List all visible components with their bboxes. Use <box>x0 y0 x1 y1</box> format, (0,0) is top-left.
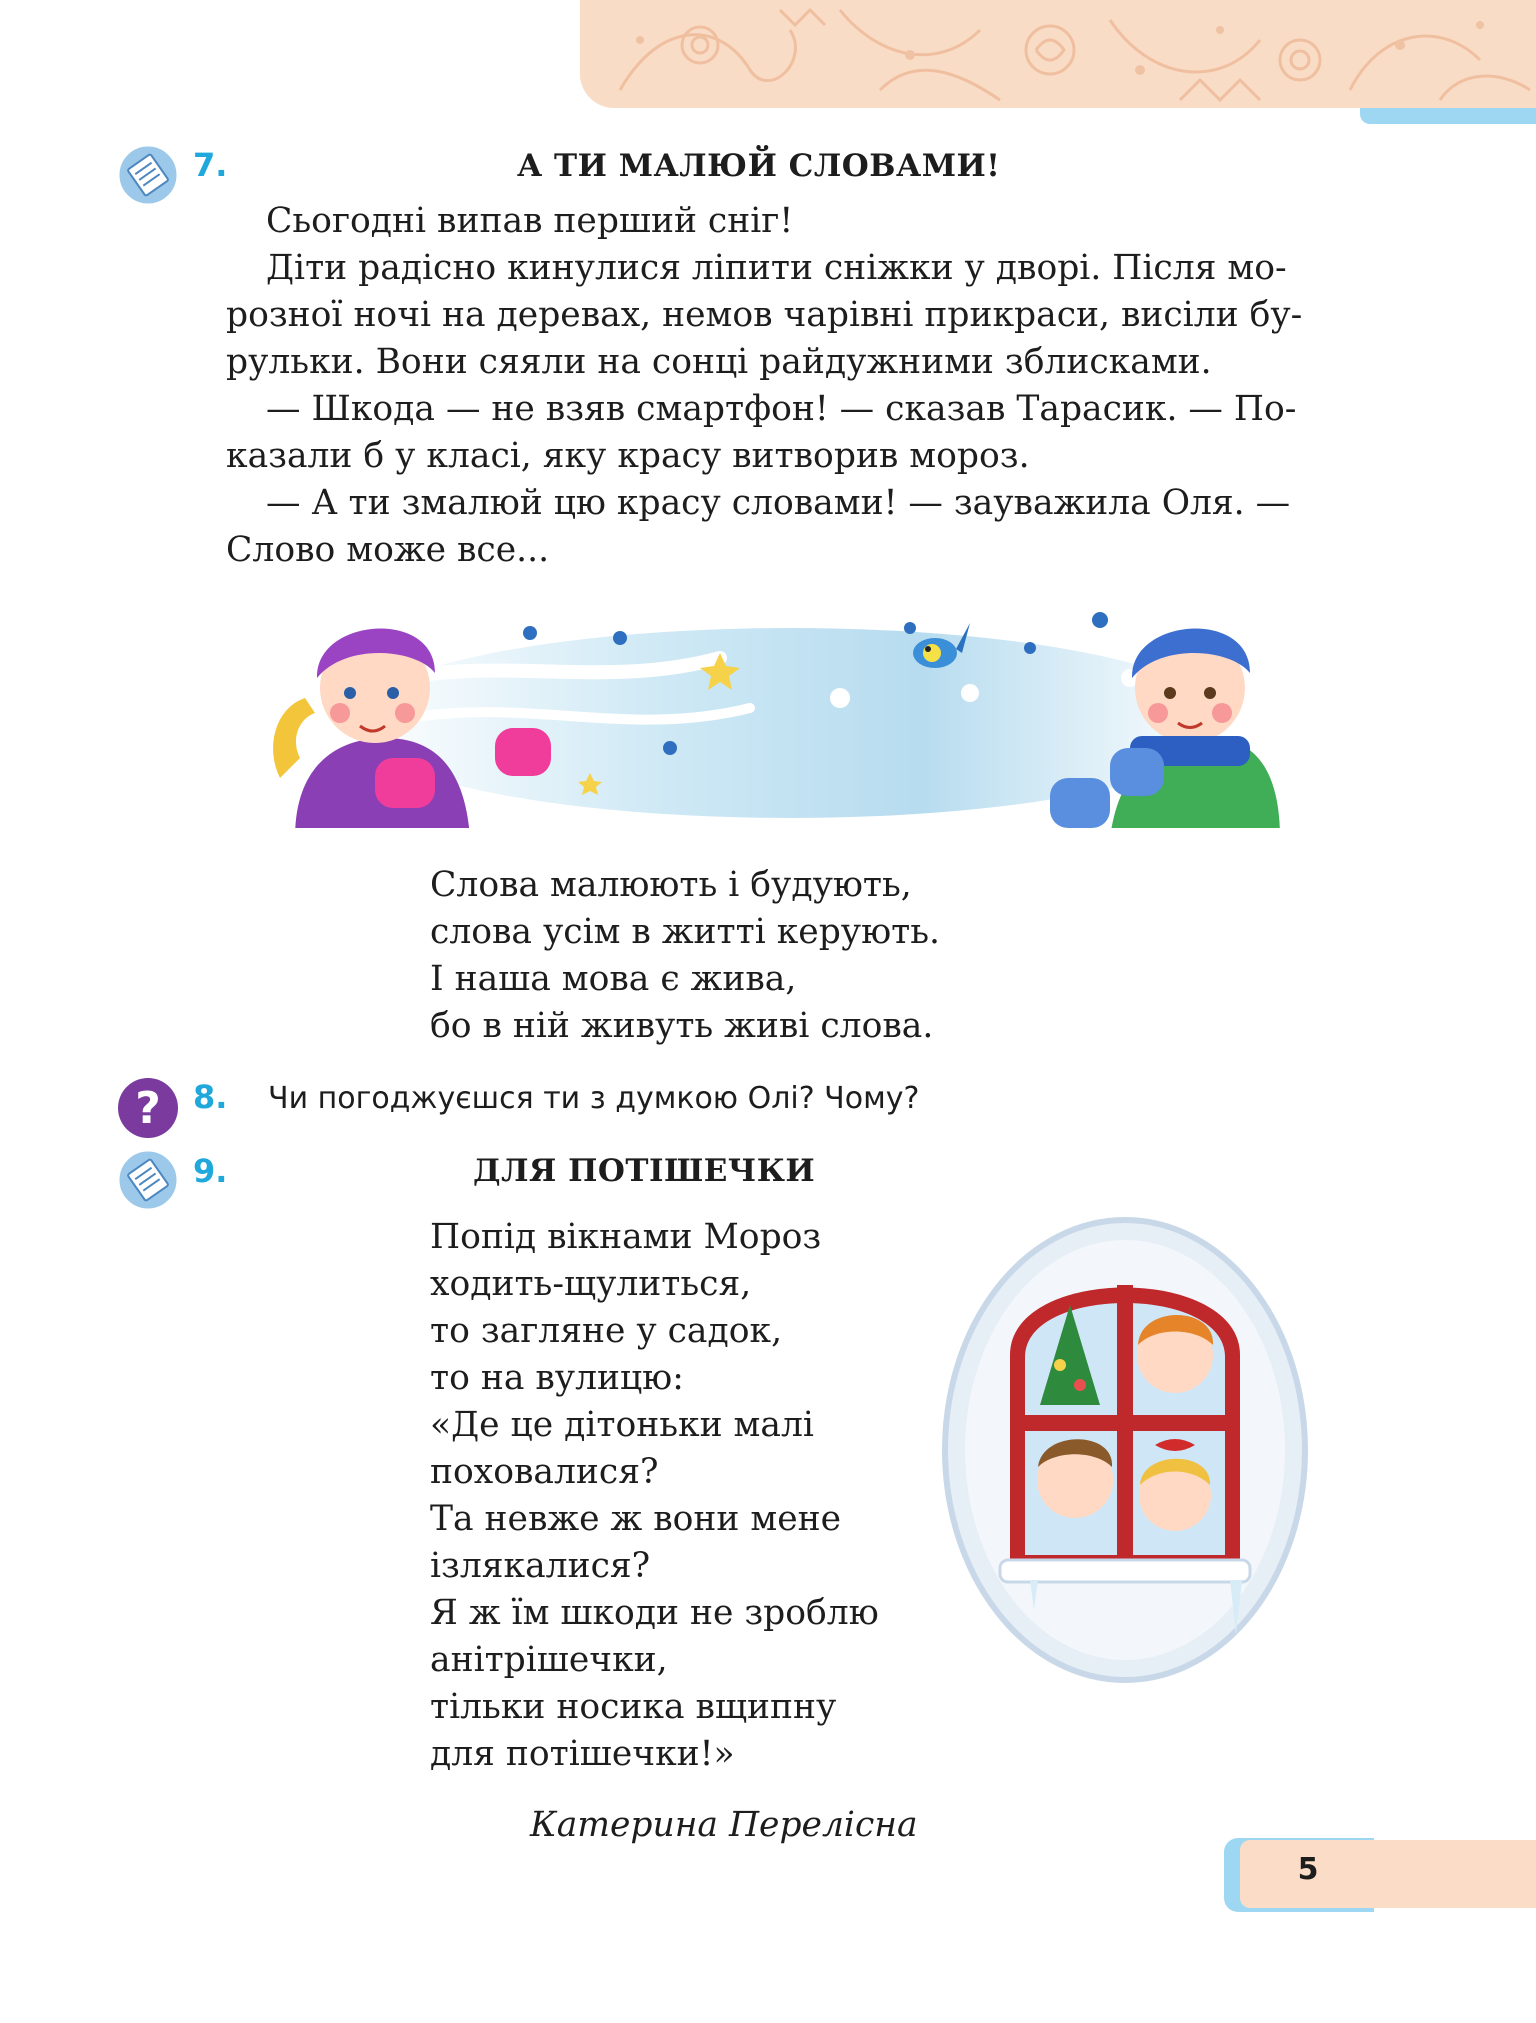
poem-line: Та невже ж вони мене <box>430 1499 842 1539</box>
svg-text:?: ? <box>135 1083 161 1134</box>
task-number: 7. <box>193 146 228 184</box>
story-line: — А ти змалюй цю красу словами! — зауважила Оля. — <box>266 483 1291 523</box>
notebook-icon <box>116 143 180 207</box>
poem-line: бо в ній живуть живі слова. <box>430 1006 934 1046</box>
story-text <box>226 198 1346 574</box>
poem-line: Попід вікнами Мороз <box>430 1217 822 1257</box>
poem-line: І наша мова є жива, <box>430 959 797 999</box>
page-number: 5 <box>1297 1852 1319 1887</box>
poem-author: Катерина Перелісна <box>530 1805 918 1845</box>
story-line: Слово може все... <box>226 530 550 570</box>
story-line: — Шкода — не взяв смартфон! — сказав Тарасик. — По- <box>266 389 1297 429</box>
task-number: 8. <box>193 1078 228 1116</box>
winter-children-illustration <box>250 598 1310 828</box>
poem-line: анітрішечки, <box>430 1640 668 1680</box>
story-line: рульки. Вони сяяли на сонці райдужними зблисками. <box>226 342 1212 382</box>
header-accent-strip <box>1360 108 1536 124</box>
task-title: ДЛЯ ПОТІШЕЧКИ <box>473 1153 816 1189</box>
poem-line: «Де це дітоньки малі <box>430 1405 814 1445</box>
poem-line: ходить-щулиться, <box>430 1264 752 1304</box>
header-ornament-banner <box>580 0 1536 108</box>
poem-line: слова усім в житті керують. <box>430 912 940 952</box>
frosty-window-illustration <box>930 1205 1320 1705</box>
task-number: 9. <box>193 1152 228 1190</box>
poem-line: для потішечки!» <box>430 1734 735 1774</box>
story-line: казали б у класі, яку красу витворив мороз. <box>226 436 1030 476</box>
notebook-icon <box>116 1148 180 1212</box>
poem-line: то на вулицю: <box>430 1358 684 1398</box>
question-icon <box>116 1076 180 1140</box>
question-text: Чи погоджуєшся ти з думкою Олі? Чому? <box>268 1081 920 1116</box>
page-tab <box>1240 1840 1536 1908</box>
folk-ornament-pattern <box>580 0 1536 108</box>
poem-line: Слова малюють і будують, <box>430 865 912 905</box>
poem-words <box>430 862 940 1050</box>
poem-line: ізлякалися? <box>430 1546 651 1586</box>
poem-line: поховалися? <box>430 1452 659 1492</box>
poem-line: то загляне у садок, <box>430 1311 783 1351</box>
poem-line: тільки носика вщипну <box>430 1687 837 1727</box>
poem-line: Я ж їм шкоди не зроблю <box>430 1593 879 1633</box>
story-line: розної ночі на деревах, немов чарівні прикраси, висіли бу- <box>226 295 1303 335</box>
story-line: Діти радісно кинулися ліпити сніжки у дворі. Після мо- <box>266 248 1287 288</box>
poem-frost <box>430 1214 879 1778</box>
task-title: А ТИ МАЛЮЙ СЛОВАМИ! <box>517 148 1001 184</box>
story-line: Сьогодні випав перший сніг! <box>266 201 794 241</box>
